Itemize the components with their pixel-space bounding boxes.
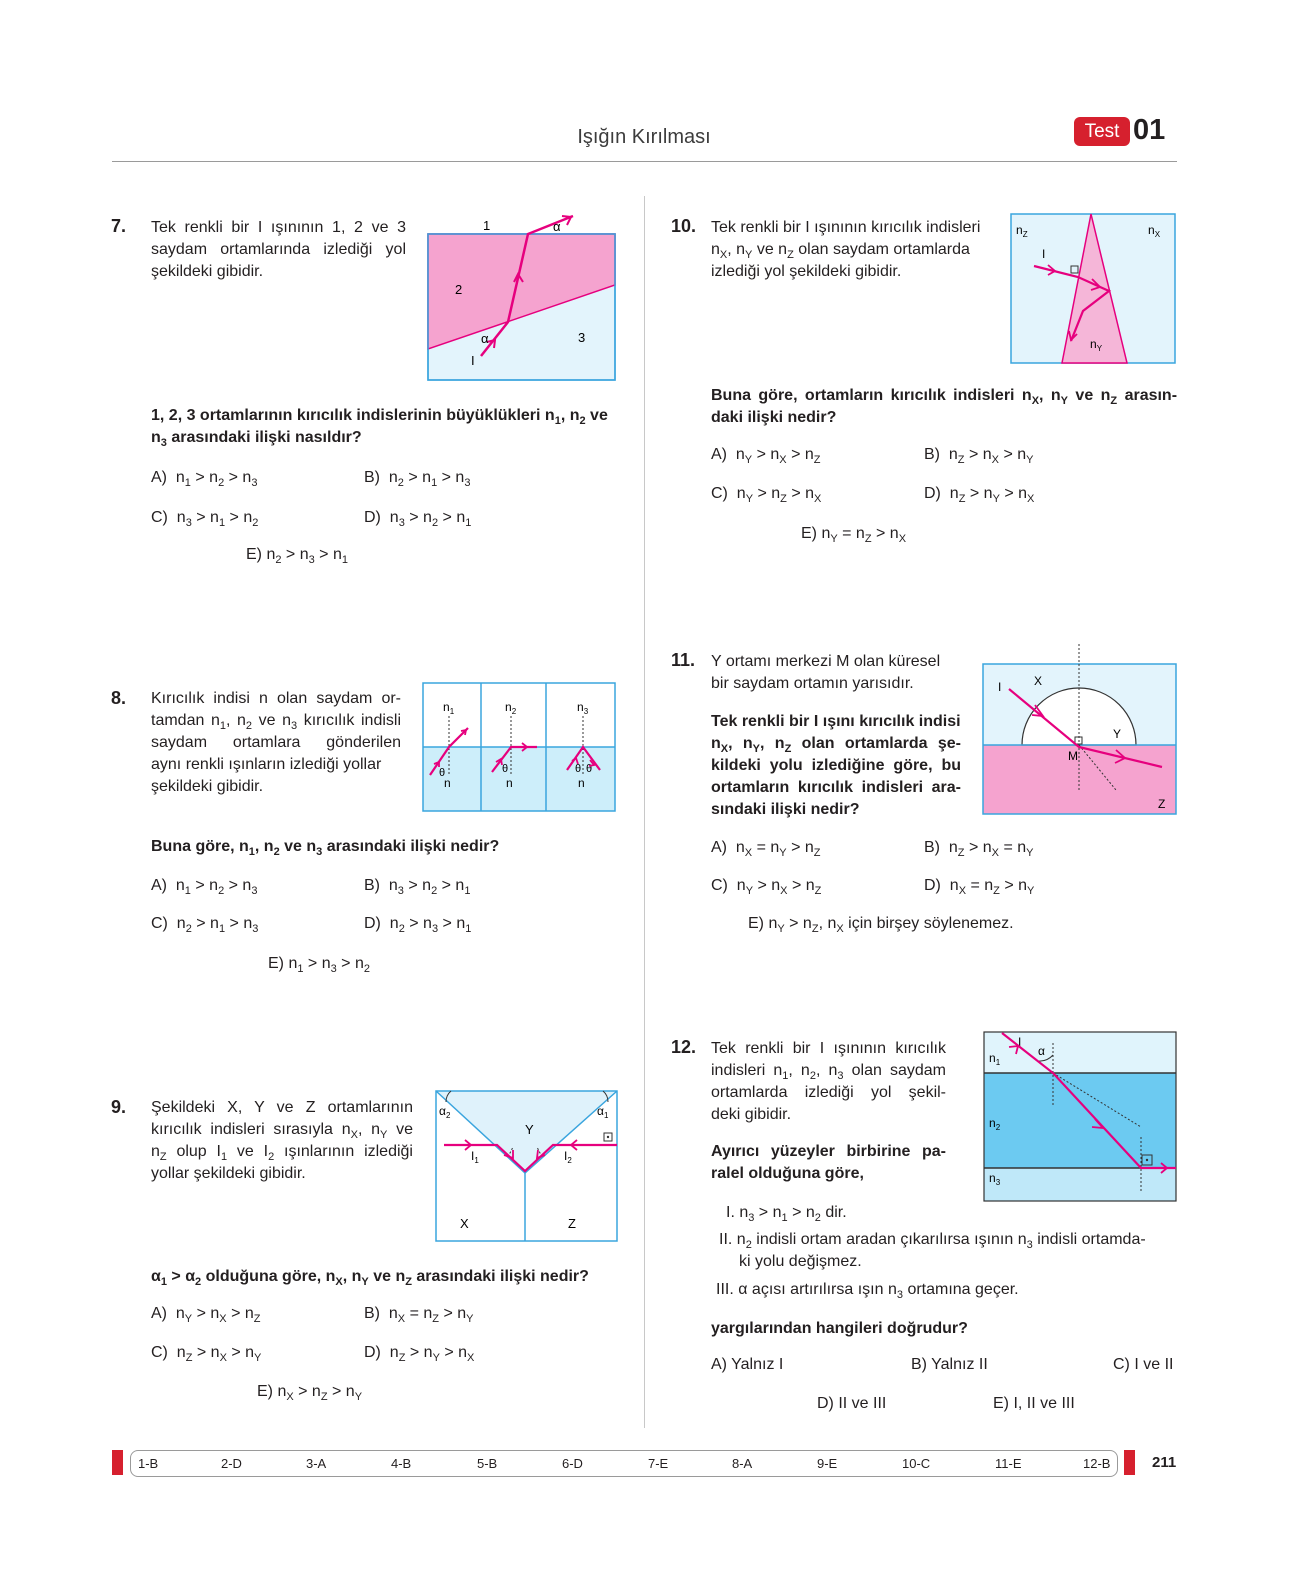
footer-right-marker	[1124, 1450, 1135, 1475]
q9-question-text: arasındaki ilişki nedir?	[416, 1268, 589, 1285]
q12-stem-line: Tek renkli bir I ışınının kırıcılık	[711, 1040, 946, 1057]
q8-option-b[interactable]: B) $n_3 > n_2 > n_1$	[364, 877, 471, 897]
answer-key-cell: 5-B	[477, 1456, 498, 1471]
answer-key-cell: 6-D	[562, 1456, 583, 1471]
q9-option-b[interactable]: B) $n_X = n_Z > n_Y$	[364, 1305, 474, 1325]
q9-figure-label: Y	[525, 1122, 534, 1137]
q8-figure-label: n	[578, 776, 585, 790]
option-letter: C)	[711, 485, 728, 502]
q11-figure-label: M	[1068, 749, 1078, 763]
q12-option-d[interactable]: D) II ve III	[817, 1395, 887, 1412]
answer-key-cell: 1-B	[138, 1456, 159, 1471]
q12-figure-label: $n_2$	[989, 1116, 1001, 1132]
option-letter: B)	[364, 1305, 380, 1322]
q12-stem-text: olan saydam	[851, 1062, 947, 1079]
q7-figure	[425, 212, 620, 384]
q8-stem-line: Kırıcılık indisi n olan saydam or-	[151, 690, 401, 707]
q9-figure-label: $I_1$	[471, 1149, 479, 1165]
q10-number: 10.	[671, 216, 697, 236]
footer-left-marker	[112, 1450, 123, 1475]
q7-option-e[interactable]: E) $n_2 > n_3 > n_1$	[246, 546, 348, 566]
option-letter: C)	[151, 915, 168, 932]
q11-figure-label: Y	[1113, 727, 1122, 741]
q12-figure-label: I	[1018, 1035, 1022, 1049]
option-letter: B)	[364, 877, 380, 894]
option-letter: B)	[364, 469, 380, 486]
answer-key-cell: 10-C	[902, 1456, 931, 1471]
q9-figure	[433, 1088, 620, 1244]
q10-figure-label: $n_Y$	[1090, 337, 1103, 353]
q9-figure-label: $\alpha_1$	[597, 1104, 609, 1120]
test-number: 01	[1133, 114, 1166, 146]
q10-option-a[interactable]: A) $n_Y > n_X > n_Z$	[711, 446, 821, 466]
q12-statement-text: dir.	[825, 1204, 847, 1221]
q10-option-c[interactable]: C) $n_Y > n_Z > n_X$	[711, 485, 822, 505]
q8-figure-label: $n_2$	[505, 700, 517, 716]
option-letter: D)	[924, 877, 941, 894]
q10-figure-label: $n_X$	[1148, 223, 1161, 239]
q12-statement-text: indisli ortamda-	[1037, 1231, 1146, 1248]
q8-question: Buna göre, $n_1$, $n_2$ ve $n_3$ arasındaki ilişki nedir?	[151, 838, 500, 858]
q12-roman: III.	[716, 1281, 734, 1298]
q12-condition	[711, 1141, 946, 1185]
q11-question-text: olan ortamlarda şe-	[801, 735, 961, 752]
q9-option-e[interactable]: E) $n_X > n_Z > n_Y$	[257, 1383, 363, 1403]
option-letter: A)	[151, 1305, 167, 1322]
q12-stem-text: indisleri	[711, 1062, 766, 1079]
q8-option-c[interactable]: C) $n_2 > n_1 > n_3$	[151, 915, 259, 935]
q10-stem-line: Tek renkli bir I ışınının kırıcılık indisleri	[711, 219, 981, 236]
q8-stem-text: kırıcılık indisli	[303, 712, 401, 729]
option-letter: E)	[257, 1383, 273, 1400]
q10-question: Buna göre, ortamların kırıcılık indisleri $n_X$, $n_Y$ ve $n_Z$ arasın- daki ilişki nedir?	[711, 385, 1177, 429]
q11-option-e-text: için birşey söylenemez.	[848, 915, 1014, 932]
q9-figure-label: $I_2$	[564, 1149, 572, 1165]
q8-stem-line: aynı renkli ışınların izlediği yollar	[151, 756, 382, 773]
q12-condition-line: ralel olduğuna göre,	[711, 1165, 864, 1182]
option-letter: D)	[364, 509, 381, 526]
q12-statement-text: indisli ortam aradan çıkarılırsa ışının	[756, 1231, 1014, 1248]
q8-stem-line: saydam ortamlara gönderilen	[151, 734, 401, 751]
page-number: 211	[1152, 1454, 1177, 1471]
answer-key-cell: 12-B	[1083, 1456, 1111, 1471]
q8-option-e[interactable]: E) $n_1 > n_3 > n_2$	[268, 955, 370, 975]
q11-option-d[interactable]: D) $n_X = n_Z > n_Y$	[924, 877, 1035, 897]
q7-figure-label: α	[481, 331, 489, 346]
q8-stem-line: şekildeki gibidir.	[151, 778, 264, 795]
q12-stem: Tek renkli bir I ışınının kırıcılık indisleri $n_1$, $n_2$, $n_3$ olan saydam ortamlarda izlediği yol şekil- deki gibidir.	[711, 1038, 946, 1126]
q7-stem-line: şekildeki gibidir.	[151, 263, 264, 280]
q12-statement-2: II. $n_2$ indisli ortam aradan çıkarılırsa ışının $n_3$ indisli ortamda- ki yolu değişmez.	[719, 1229, 1177, 1273]
q8-figure-label: $n_1$	[443, 700, 455, 716]
q12-stem-line: deki gibidir.	[711, 1106, 792, 1123]
q12-roman: I.	[726, 1204, 735, 1221]
q10-question-text: Buna göre, ortamların kırıcılık indisleri	[711, 387, 1015, 404]
answer-key-cell: 7-E	[648, 1456, 669, 1471]
q11-option-b[interactable]: B) $n_Z > n_X = n_Y$	[924, 839, 1034, 859]
q12-statement-3: III. α açısı artırılırsa ışın $n_3$ ortamına geçer.	[716, 1281, 1019, 1301]
option-letter: A)	[711, 839, 727, 856]
answer-key-cell: 11-E	[995, 1456, 1022, 1471]
q10-option-d[interactable]: D) $n_Z > n_Y > n_X$	[924, 485, 1035, 505]
q7-figure-label: 2	[455, 282, 463, 297]
q7-figure-label: 1	[483, 218, 491, 233]
q9-number: 9.	[111, 1097, 127, 1117]
q8-question-text: arasındaki ilişki nedir?	[326, 838, 500, 855]
q11-question: Tek renkli bir I ışını kırıcılık indisi $n_X$, $n_Y$, $n_Z$ olan ortamlarda şe- kildeki yolu izlediğine göre, bu ortamların kırıcılık indisleri ara- sındaki ilişki nedir?	[711, 711, 961, 821]
q7-option-a[interactable]: A) $n_1 > n_2 > n_3$	[151, 469, 258, 489]
q12-stem-line: ortamlarda izlediği yol şekil-	[711, 1084, 946, 1101]
q12-roman: II.	[719, 1231, 733, 1248]
q8-figure-label: θ	[502, 763, 509, 775]
answer-key-cell: 3-A	[306, 1456, 327, 1471]
q9-stem-text: kırıcılık indisleri sırasıyla	[151, 1121, 333, 1138]
q10-stem-line: izlediği yol şekildeki gibidir.	[711, 263, 902, 280]
option-letter: D)	[364, 915, 381, 932]
q12-statement-text: ortamına geçer.	[907, 1281, 1019, 1298]
option-letter: E)	[246, 546, 262, 563]
q11-stem	[711, 651, 961, 695]
answer-key-cell: 8-A	[732, 1456, 753, 1471]
q10-option-b[interactable]: B) $n_Z > n_X > n_Y$	[924, 446, 1034, 466]
q9-stem-line: yollar şekildeki gibidir.	[151, 1165, 306, 1182]
q10-figure-label: I	[1042, 247, 1046, 261]
option-letter: C)	[151, 1344, 168, 1361]
q10-question-text: arasın-	[1124, 387, 1178, 404]
option-letter: D)	[364, 1344, 381, 1361]
header-rule	[112, 161, 1177, 162]
q7-figure-label: α	[553, 219, 561, 234]
q8-stem: Kırıcılık indisi n olan saydam or- tamdan $n_1$, $n_2$ ve $n_3$ kırıcılık indisli saydam ortamlara gönderilen aynı renkli ışınların izlediği yollar şekildeki gibidir.	[151, 688, 401, 798]
q9-question-text: olduğuna göre,	[205, 1268, 322, 1285]
q11-question-line: kildeki yolu izlediğine göre, bu	[711, 757, 961, 774]
q12-question: yargılarından hangileri doğrudur?	[711, 1320, 968, 1337]
option-letter: A)	[151, 877, 167, 894]
q7-question-text: 1, 2, 3 ortamlarının kırıcılık indislerinin büyüklükleri	[151, 407, 541, 424]
option-letter: C)	[151, 509, 168, 526]
q12-figure-label: $n_1$	[989, 1051, 1001, 1067]
q12-number: 12.	[671, 1037, 697, 1057]
q9-option-c[interactable]: C) $n_Z > n_X > n_Y$	[151, 1344, 262, 1364]
q9-stem-line: Şekildeki X, Y ve Z ortamlarının	[151, 1099, 413, 1116]
option-letter: D)	[924, 485, 941, 502]
q11-figure-label: Z	[1158, 797, 1166, 811]
q12-option-e[interactable]: E) I, II ve III	[993, 1395, 1075, 1412]
option-letter: B)	[924, 446, 940, 463]
q9-option-a[interactable]: A) $n_Y > n_X > n_Z$	[151, 1305, 261, 1325]
option-letter: E)	[801, 525, 817, 542]
q7-option-d[interactable]: D) $n_3 > n_2 > n_1$	[364, 509, 472, 529]
column-divider	[644, 196, 645, 1428]
q7-figure-label: 3	[578, 330, 586, 345]
q11-question-line: Tek renkli bir I ışını kırıcılık indisi	[711, 713, 961, 730]
q9-figure-label: $\alpha_2$	[439, 1104, 451, 1120]
q12-figure-label: α	[1038, 1044, 1045, 1058]
test-badge	[1074, 117, 1130, 146]
q8-stem-text: tamdan	[151, 712, 205, 729]
q7-question-text: arasındaki ilişki nasıldır?	[171, 429, 362, 446]
q7-figure-label: I	[471, 353, 475, 368]
q12-option-a[interactable]: A) Yalnız I	[711, 1356, 784, 1373]
q7-option-c[interactable]: C) $n_3 > n_1 > n_2$	[151, 509, 259, 529]
q10-figure-label: $n_Z$	[1016, 223, 1028, 239]
page-title: Işığın Kırılması	[577, 126, 711, 148]
option-letter: E)	[748, 915, 764, 932]
q8-figure-label: θ	[586, 763, 593, 775]
q9-figure-label: Z	[568, 1216, 576, 1231]
q8-figure	[420, 680, 620, 816]
q9-stem-text: ışınlarının izlediği	[284, 1143, 413, 1160]
q8-option-d[interactable]: D) $n_2 > n_3 > n_1$	[364, 915, 472, 935]
q12-option-c[interactable]: C) I ve II	[1113, 1356, 1174, 1373]
q11-stem-line: bir saydam ortamın yarısıdır.	[711, 675, 914, 692]
q11-question-line: ortamların kırıcılık indisleri ara-	[711, 779, 961, 796]
q11-figure-label: X	[1034, 674, 1043, 688]
q11-option-e[interactable]: E) $n_Y > n_Z$, $n_X$ için birşey söylenemez.	[748, 915, 1014, 935]
q7-stem	[151, 217, 406, 283]
answer-key-cell: 4-B	[391, 1456, 412, 1471]
q8-number: 8.	[111, 688, 127, 708]
q9-question: $\alpha_1 > \alpha_2$ olduğuna göre, $n_X$, $n_Y$ ve $n_Z$ arasındaki ilişki nedir?	[151, 1268, 589, 1288]
option-letter: A)	[711, 446, 727, 463]
option-letter: B)	[924, 839, 940, 856]
q10-stem-text: olan saydam ortamlarda	[798, 241, 970, 258]
q12-statement-1: I. $n_3 > n_1 > n_2$ dir.	[726, 1204, 847, 1224]
q9-stem: Şekildeki X, Y ve Z ortamlarının kırıcılık indisleri sırasıyla $n_X$, $n_Y$ ve $n_Z$ olup $I_1$ ve $I_2$ ışınlarının izlediği yollar şekildeki gibidir.	[151, 1097, 413, 1185]
test-badge-label: Test	[1084, 121, 1120, 142]
q11-option-c[interactable]: C) $n_Y > n_X > n_Z$	[711, 877, 822, 897]
q11-figure	[980, 640, 1179, 818]
q8-figure-label: θ	[575, 763, 582, 775]
q7-number: 7.	[111, 216, 127, 236]
answer-key-bar	[130, 1450, 1118, 1477]
q8-figure-label: n	[506, 776, 513, 790]
q11-stem-line: Y ortamı merkezi M olan küresel	[711, 653, 941, 670]
q11-question-line: sındaki ilişki nedir?	[711, 801, 860, 818]
q10-stem: Tek renkli bir I ışınının kırıcılık indisleri $n_X$, $n_Y$ ve $n_Z$ olan saydam ortamlarda izlediği yol şekildeki gibidir.	[711, 217, 996, 283]
q8-question-text: Buna göre,	[151, 838, 235, 855]
option-letter: C)	[711, 877, 728, 894]
q9-option-d[interactable]: D) $n_Z > n_Y > n_X$	[364, 1344, 475, 1364]
q11-number: 11.	[671, 650, 696, 670]
q8-option-a[interactable]: A) $n_1 > n_2 > n_3$	[151, 877, 258, 897]
q7-stem-line: Tek renkli bir I ışınının 1, 2 ve 3	[151, 219, 406, 236]
q12-option-b[interactable]: B) Yalnız II	[911, 1356, 988, 1373]
q11-figure-label: I	[998, 680, 1002, 694]
q12-condition-line: Ayırıcı yüzeyler birbirine pa-	[711, 1143, 946, 1160]
q10-question-line: daki ilişki nedir?	[711, 409, 837, 426]
q8-figure-label: n	[444, 776, 451, 790]
q10-option-e[interactable]: E) $n_Y = n_Z > n_X$	[801, 525, 907, 545]
q12-figure	[981, 1029, 1179, 1204]
q7-option-b[interactable]: B) $n_2 > n_1 > n_3$	[364, 469, 471, 489]
q9-stem-text: olup	[176, 1143, 207, 1160]
option-letter: A)	[151, 469, 167, 486]
answer-key-cell: 2-D	[221, 1456, 242, 1471]
q10-figure	[1008, 211, 1178, 367]
answer-key-cell: 9-E	[817, 1456, 838, 1471]
q9-figure-label: X	[460, 1216, 469, 1231]
q8-figure-label: θ	[439, 767, 446, 779]
q12-statement-text: ki yolu değişmez.	[739, 1253, 862, 1270]
q12-figure-label: $n_3$	[989, 1171, 1001, 1187]
option-letter: E)	[268, 955, 284, 972]
q7-question: 1, 2, 3 ortamlarının kırıcılık indislerinin büyüklükleri $n_1$, $n_2$ ve $n_3$ arasındaki ilişki nasıldır?	[151, 407, 608, 449]
q11-option-a[interactable]: A) $n_X = n_Y > n_Z$	[711, 839, 821, 859]
q12-statement-text: α açısı artırılırsa ışın	[738, 1281, 884, 1298]
q7-stem-line: saydam ortamlarında izlediği yol	[151, 241, 406, 258]
q8-figure-label: $n_3$	[577, 700, 589, 716]
